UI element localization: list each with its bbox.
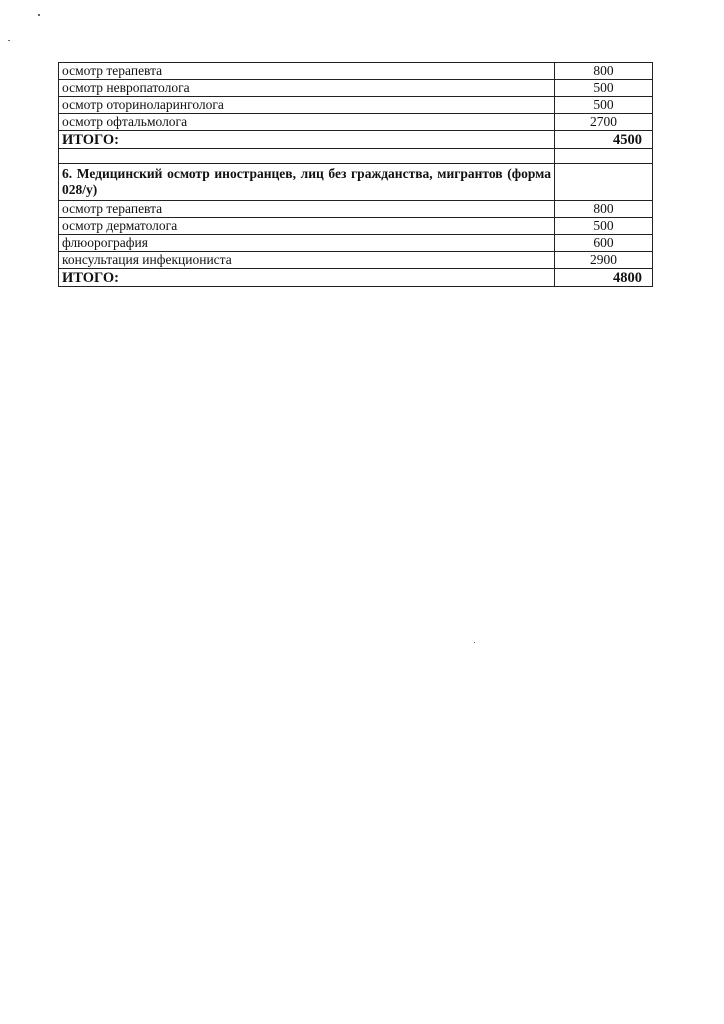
table-row xyxy=(59,63,653,80)
service-name: осмотр дерматолога xyxy=(59,218,555,235)
scan-speck xyxy=(8,40,10,41)
service-price: 600 xyxy=(555,235,653,252)
spacer-row xyxy=(59,149,653,164)
service-price: 2700 xyxy=(555,114,653,131)
total-label: ИТОГО: xyxy=(59,269,555,287)
table-row xyxy=(59,235,653,252)
service-name: осмотр терапевта xyxy=(59,63,555,80)
service-price: 500 xyxy=(555,80,653,97)
scan-speck xyxy=(38,14,40,16)
total-label: ИТОГО: xyxy=(59,131,555,149)
service-price: 800 xyxy=(555,63,653,80)
service-price: 800 xyxy=(555,201,653,218)
empty-cell xyxy=(59,149,555,164)
total-row xyxy=(59,131,653,149)
table-row xyxy=(59,218,653,235)
total-value: 4500 xyxy=(555,131,653,149)
price-table xyxy=(58,62,653,287)
empty-cell xyxy=(555,149,653,164)
service-name: флюорография xyxy=(59,235,555,252)
section-title: 6. Медицинский осмотр иностранцев, лиц без гражданства, мигрантов (форма 028/у) xyxy=(59,164,555,201)
service-name: осмотр оториноларинголога xyxy=(59,97,555,114)
service-name: осмотр терапевта xyxy=(59,201,555,218)
total-value: 4800 xyxy=(555,269,653,287)
table-row xyxy=(59,114,653,131)
service-price: 500 xyxy=(555,97,653,114)
service-name: осмотр офтальмолога xyxy=(59,114,555,131)
table-row xyxy=(59,80,653,97)
table-row xyxy=(59,201,653,218)
scan-speck xyxy=(474,642,475,643)
table-row xyxy=(59,252,653,269)
service-price: 500 xyxy=(555,218,653,235)
table-row xyxy=(59,97,653,114)
empty-cell xyxy=(555,164,653,201)
total-row xyxy=(59,269,653,287)
service-name: консультация инфекциониста xyxy=(59,252,555,269)
service-name: осмотр невропатолога xyxy=(59,80,555,97)
section-header-row xyxy=(59,164,653,201)
service-price: 2900 xyxy=(555,252,653,269)
